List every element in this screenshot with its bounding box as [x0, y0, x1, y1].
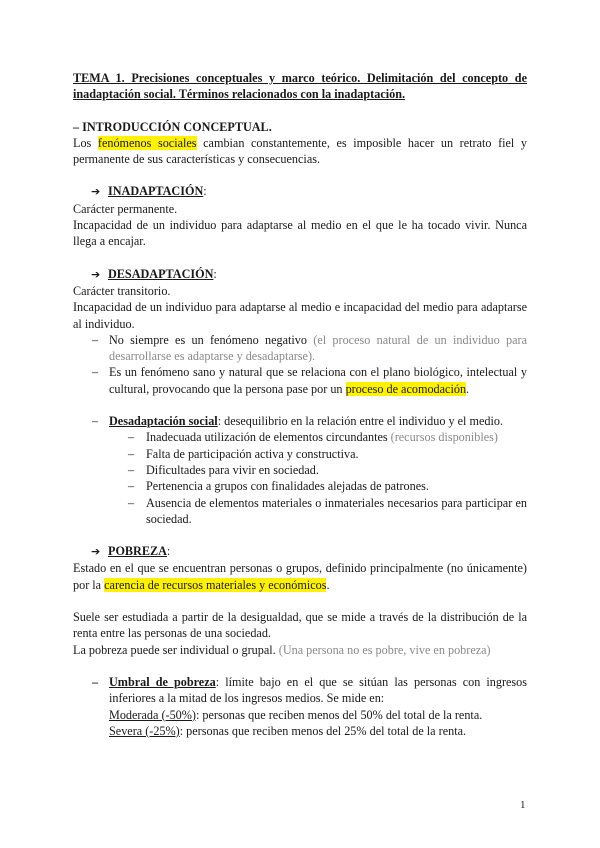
intro-heading: – INTRODUCCIÓN CONCEPTUAL.: [73, 119, 272, 134]
arrow-icon: ➔: [91, 545, 101, 559]
desadaptacion-heading: ➔ DESADAPTACIÓN:: [73, 266, 527, 283]
desadaptacion-line2: Incapacidad de un individuo para adaptarse al medio e incapacidad del medio para adaptarse al individuo.: [73, 300, 527, 331]
umbral-de-pobreza: – Umbral de pobreza: límite bajo en el que se sitúan las personas con ingresos inferiores a la mitad de los ingresos medios. Se mide en:: [92, 674, 527, 706]
inadaptacion-heading: ➔ INADAPTACIÓN:: [73, 183, 527, 200]
list-item: – Pertenencia a grupos con finalidades alejadas de patrones.: [128, 479, 429, 494]
umbral-severa: Severa (-25%): personas que reciben menos del 25% del total de la renta.: [109, 723, 467, 738]
arrow-icon: ➔: [91, 185, 101, 199]
list-item: – Ausencia de elementos materiales o inmateriales necesarios para participar en sociedad.: [128, 495, 527, 526]
pobreza-paragraph-1: Estado en el que se encuentran personas o grupos, definido principalmente (no únicamente) por la carencia de recursos materiales y económicos.: [73, 561, 527, 592]
pobreza-paragraph-2: Suele ser estudiada a partir de la desigualdad, que se mide a través de la distribución de la renta entre las personas de una sociedad.: [73, 610, 527, 641]
list-item: – Falta de participación activa y constructiva.: [128, 446, 359, 461]
pobreza-paragraph-3: La pobreza puede ser individual o grupal. (Una persona no es pobre, vive en pobreza): [73, 642, 491, 657]
list-item: – No siempre es un fenómeno negativo (el proceso natural de un individuo para desarrollarse es adaptarse y desadaptarse).: [92, 332, 527, 364]
pobreza-heading: ➔ POBREZA:: [73, 543, 527, 560]
document-page: [73, 70, 527, 739]
desadaptacion-line1: Carácter transitorio.: [73, 283, 171, 298]
list-item: – Dificultades para vivir en sociedad.: [128, 462, 319, 477]
page-number: 1: [520, 799, 526, 811]
desadaptacion-social: – Desadaptación social: desequilibrio en la relación entre el individuo y el medio.: [92, 414, 503, 429]
highlight: fenómenos sociales: [97, 135, 197, 150]
list-item: – Inadecuada utilización de elementos circundantes (recursos disponibles): [128, 430, 498, 445]
intro-paragraph: Los fenómenos sociales cambian constantemente, es imposible hacer un retrato fiel y permanente de sus características y consecuencias.: [73, 135, 528, 167]
list-item: – Es un fenómeno sano y natural que se relaciona con el plano biológico, intelectual y cultural, provocando que la persona pase por un proceso de acomodación.: [92, 365, 527, 396]
umbral-moderada: Moderada (-50%): personas que reciben menos del 50% del total de la renta.: [109, 707, 483, 722]
highlight: carencia de recursos materiales y económicos: [104, 577, 327, 592]
inadaptacion-line1: Carácter permanente.: [73, 201, 178, 216]
highlight: proceso de acomodación: [345, 381, 467, 396]
arrow-icon: ➔: [91, 267, 101, 281]
document-title: TEMA 1. Precisiones conceptuales y marco teórico. Delimitación del concepto de inadaptación social. Términos relacionados con la inadaptación.: [73, 71, 527, 102]
inadaptacion-line2: Incapacidad de un individuo para adaptarse al medio en el que le ha tocado vivir. Nunca llega a encajar.: [73, 218, 527, 249]
